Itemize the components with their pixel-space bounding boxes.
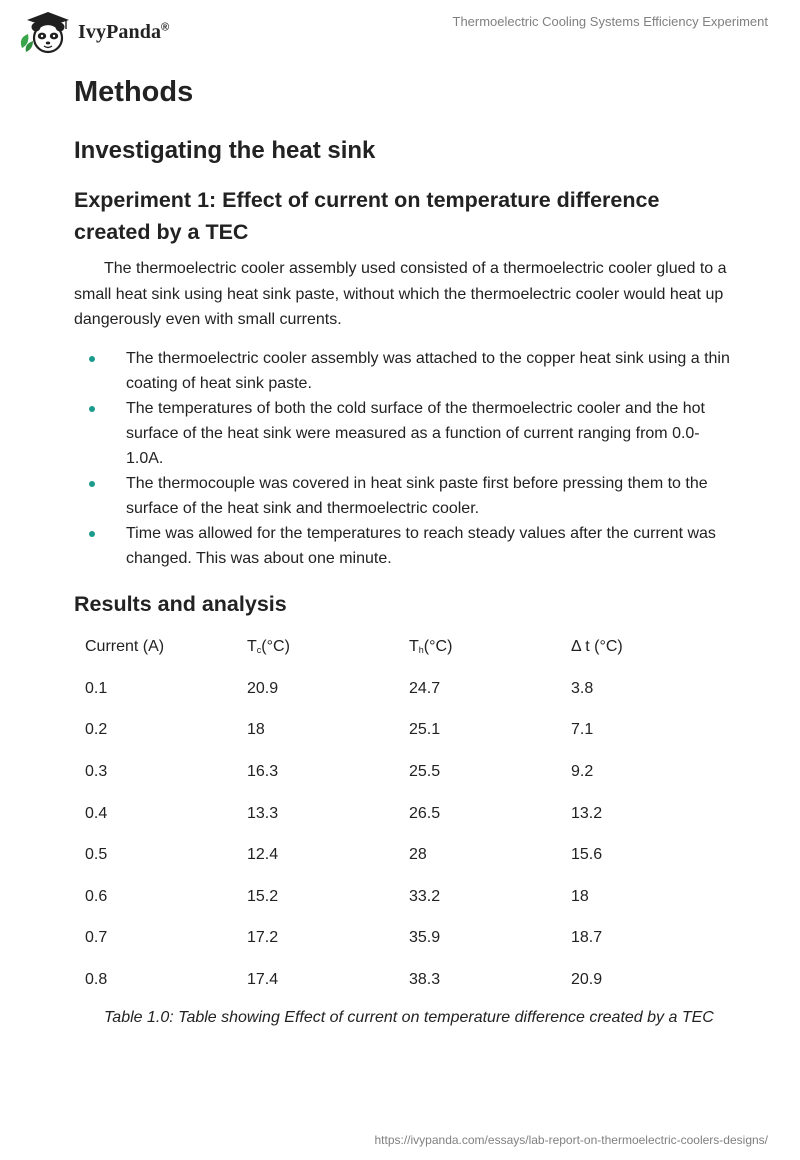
experiment-heading: Experiment 1: Effect of current on temperature difference created by a TEC [74, 188, 660, 244]
list-item [74, 346, 734, 396]
header-tc: $T_c(^\circ C)$ [247, 638, 290, 656]
bullet-icon [89, 406, 95, 412]
list-item-text: The temperatures of both the cold surface of the thermoelectric cooler and the hot surface of the heat sink were measured as a function of current ranging from 0.0-1.0A. [126, 399, 705, 467]
table-cell: 24.7 [409, 679, 441, 697]
table-cell: 20.9 [247, 679, 279, 697]
article-content [74, 72, 734, 1030]
results-heading: Results and analysis [74, 591, 287, 616]
table-cell: 35.9 [409, 929, 441, 947]
list-item [74, 521, 734, 571]
table-row [74, 668, 722, 710]
table-cell: 12.4 [247, 846, 279, 864]
page-header [0, 0, 800, 60]
bullet-icon [89, 356, 95, 362]
list-item-text: The thermoelectric cooler assembly was attached to the copper heat sink using a thin coating of heat sink paste. [126, 349, 730, 392]
table-cell: 0.2 [85, 721, 108, 739]
table-header-row [74, 627, 722, 669]
table-cell: 15.6 [571, 846, 603, 864]
brand-name: IvyPanda® [78, 20, 170, 43]
table-cell: 0.8 [85, 971, 108, 989]
table-row [74, 876, 722, 918]
table-cell: 17.4 [247, 971, 279, 989]
table-cell: 0.6 [85, 887, 108, 905]
table-cell: 38.3 [409, 971, 441, 989]
table-cell: 17.2 [247, 929, 279, 947]
table-cell: 0.4 [85, 804, 108, 822]
table-cell: 7.1 [571, 721, 594, 739]
table-cell: 18.7 [571, 929, 603, 947]
subsection-heading: Investigating the heat sink [74, 137, 376, 164]
table-cell: 0.1 [85, 679, 108, 697]
table-cell: 15.2 [247, 887, 279, 905]
table-cell: 28 [409, 846, 427, 864]
table-row [74, 793, 722, 835]
table-cell: 0.7 [85, 929, 108, 947]
method-steps-list [74, 346, 734, 571]
list-item [74, 396, 734, 471]
source-url[interactable]: https://ivypanda.com/essays/lab-report-on-thermoelectric-coolers-designs/ [374, 1133, 768, 1147]
table-cell: 16.3 [247, 763, 279, 781]
table-row [74, 959, 722, 1001]
table-cell: 25.1 [409, 721, 441, 739]
ivypanda-logo[interactable] [14, 8, 169, 56]
panda-logo-icon [14, 8, 76, 56]
table-cell: 26.5 [409, 804, 441, 822]
header-current: Current (A) [85, 638, 165, 656]
table-row [74, 751, 722, 793]
table-cell: 9.2 [571, 763, 594, 781]
bullet-icon [89, 481, 95, 487]
table-cell: 25.5 [409, 763, 441, 781]
registered-mark: ® [161, 20, 170, 33]
list-item-text: The thermocouple was covered in heat sink paste first before pressing them to the surface of the heat sink and thermoelectric cooler. [126, 474, 708, 517]
table-cell: 33.2 [409, 887, 441, 905]
header-delta-t: Δ t (°C) [571, 638, 623, 656]
table-cell: 3.8 [571, 679, 594, 697]
table-cell: 13.2 [571, 804, 603, 822]
table-row [74, 834, 722, 876]
table-cell: 18 [247, 721, 265, 739]
table-cell: 20.9 [571, 971, 603, 989]
table-row [74, 918, 722, 960]
table-cell: 13.3 [247, 804, 279, 822]
header-th: $T_h(^\circ C)$ [409, 638, 453, 656]
results-table [74, 627, 722, 1001]
table-cell: 0.3 [85, 763, 108, 781]
section-heading-methods: Methods [74, 76, 194, 108]
table-row [74, 710, 722, 752]
document-title: Thermoelectric Cooling Systems Efficiency Experiment [452, 14, 768, 29]
table-cell: 18 [571, 887, 589, 905]
list-item [74, 471, 734, 521]
table-caption: Table 1.0: Table showing Effect of current on temperature difference created by a TEC [104, 1008, 714, 1026]
bullet-icon [89, 531, 95, 537]
intro-paragraph: The thermoelectric cooler assembly used consisted of a thermoelectric cooler glued to a small heat sink using heat sink paste, without which the thermoelectric cooler would heat up dangerously even with small currents. [74, 260, 727, 328]
list-item-text: Time was allowed for the temperatures to reach steady values after the current was changed. This was about one minute. [126, 524, 716, 567]
table-cell: 0.5 [85, 846, 108, 864]
